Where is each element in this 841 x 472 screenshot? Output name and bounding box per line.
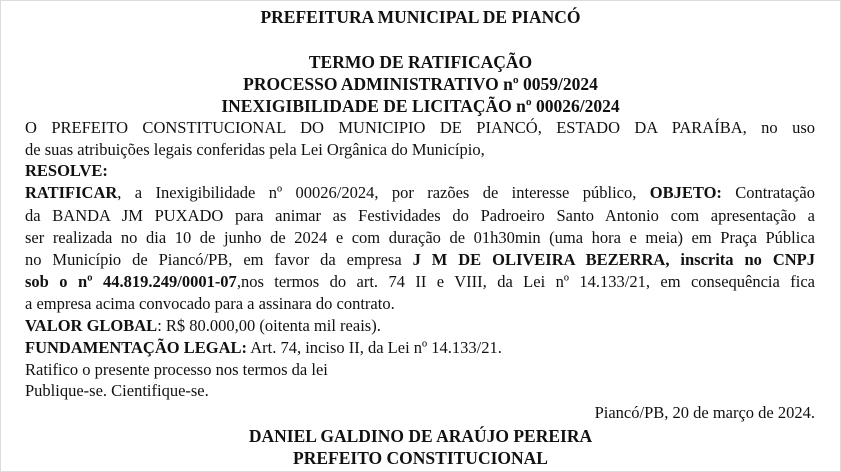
realizada-line: ser realizada no dia 10 de junho de 2024 e com duração de 01h30min (uma hora e meia) em Praça Pública xyxy=(25,228,815,247)
process-number: PROCESSO ADMINISTRATIVO nº 0059/2024 xyxy=(243,74,598,94)
cnpj-number: sob o nº 44.819.249/0001-07 xyxy=(25,272,237,291)
ratificar-text: , a Inexigibilidade nº 00026/2024, por razões de interesse público, xyxy=(117,183,650,202)
intro-line-1: O PREFEITO CONSTITUCIONAL DO MUNICIPIO DE PIANCÓ, ESTADO DA PARAÍBA, no uso xyxy=(25,118,815,137)
company-name: J M DE OLIVEIRA BEZERRA, inscrita no CNPJ xyxy=(412,250,815,269)
objeto-text: Contratação xyxy=(721,183,815,202)
fundamentacao-text: Art. 74, inciso II, da Lei nº 14.133/21. xyxy=(247,338,502,357)
resolve-heading xyxy=(25,160,815,182)
cnpj-text: ,nos termos do art. 74 II e VIII, da Lei nº 14.133/21, em consequência fica xyxy=(236,272,815,291)
banda-line: da BANDA JM PUXADO para animar as Festividades do Padroeiro Santo Antonio com apresentação a xyxy=(25,206,815,225)
fundamentacao-line xyxy=(25,337,815,359)
empresa-line: a empresa acima convocado para a assinara do contrato. xyxy=(25,294,395,313)
ratificar-label: RATIFICAR xyxy=(25,183,118,202)
inexigibility-number: INEXIGIBILIDADE DE LICITAÇÃO nº 00026/2024 xyxy=(221,96,620,116)
date-location: Piancó/PB, 20 de março de 2024. xyxy=(594,403,815,422)
valor-line xyxy=(25,315,815,337)
publique-line: Publique-se. Cientifique-se. xyxy=(25,381,209,400)
document-title: TERMO DE RATIFICAÇÃO xyxy=(308,52,533,72)
municipio-text: no Município de Piancó/PB, em favor da empresa xyxy=(25,250,413,269)
cnpj-line xyxy=(25,271,815,293)
fundamentacao-label: FUNDAMENTAÇÃO LEGAL: xyxy=(25,338,247,357)
signer-title: PREFEITO CONSTITUCIONAL xyxy=(293,448,548,468)
ratifico-line: Ratifico o presente processo nos termos da lei xyxy=(25,360,328,379)
valor-text: : R$ 80.000,00 (oitenta mil reais). xyxy=(157,316,381,335)
valor-label: VALOR GLOBAL xyxy=(25,316,158,335)
objeto-label: OBJETO: xyxy=(649,183,722,202)
municipio-line xyxy=(25,249,815,271)
resolve-label: RESOLVE: xyxy=(25,161,108,180)
ratificar-line xyxy=(25,182,815,204)
intro-line-2: de suas atribuições legais conferidas pela Lei Orgânica do Município, xyxy=(25,140,485,159)
signer-name: DANIEL GALDINO DE ARAÚJO PEREIRA xyxy=(248,426,593,446)
municipality-header: PREFEITURA MUNICIPAL DE PIANCÓ xyxy=(260,7,581,27)
